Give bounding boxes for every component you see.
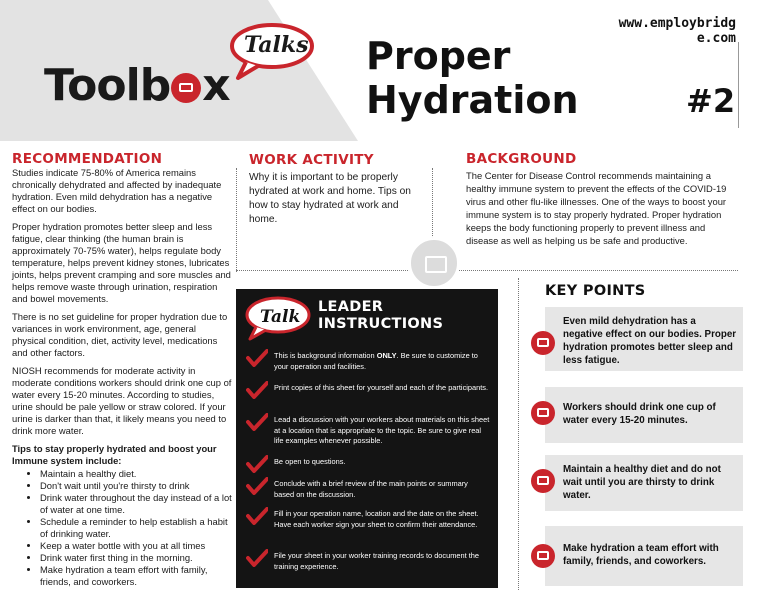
talks-logo-text: Talks: [244, 32, 309, 58]
dotted-divider: [236, 270, 738, 271]
toolbox-logo: Toolb x: [44, 60, 230, 111]
list-item: • Maintain a healthy diet.: [40, 468, 232, 480]
tips-title: Tips to stay properly hydrated and boost your Immune system include:: [12, 443, 217, 466]
key-point-text: Maintain a healthy diet and do not wait until you are thirsty to drink water.: [563, 464, 721, 501]
key-point-card: [545, 455, 743, 511]
recommendation-paragraph: There is no set guideline for proper hydration due to variances in work environment, age, general physical condition, diet, activity level, medications and other factors.: [12, 311, 228, 358]
recommendation-paragraph: NIOSH recommends for moderate activity in moderate conditions workers should drink one cup of water every 15-20 minutes. According to studies, urine should be pale yellow or straw colored. If your urine is darker than that, it likely means you need to drink more water.: [12, 365, 232, 436]
talk-bubble-icon: [242, 295, 312, 339]
checkmark-icon: [246, 507, 268, 525]
tips-list: [12, 468, 232, 588]
list-item: • Schedule a reminder to help establish a habit of drinking water.: [40, 516, 232, 540]
checkmark-icon: [246, 413, 268, 431]
talk-badge-text: Talk: [260, 307, 301, 327]
checkmark-icon: [246, 549, 268, 567]
key-point-text: Make hydration a team effort with family, friends, and coworkers.: [563, 543, 719, 567]
background-section: [466, 153, 738, 247]
background-heading: BACKGROUND: [466, 151, 577, 167]
work-activity-heading: WORK ACTIVITY: [249, 152, 374, 168]
list-item: • Keep a water bottle with you at all times: [40, 540, 232, 552]
checkmark-icon: [246, 477, 268, 495]
recommendation-paragraph: Proper hydration promotes better sleep and less fatigue, clear thinking (the human brain is approximately 70-75% water), helps regulate body temperature, helps prevent kidney stones, lubricates joints, helps prevent cramping and sore muscles and helps remove waste through urination, respiration and bowel movements.: [12, 221, 231, 304]
list-item: • Drink water throughout the day instead of a lot of water at one time.: [40, 492, 232, 516]
work-activity-section: [249, 153, 425, 227]
leader-instructions-panel: Talk LEADER INSTRUCTIONS This is background information ONLY. Be sure to customize to your operation and facilities. Print copies of this sheet for yourself and each of the participants. Lead a discussion with your workers about materials on this sheet at a location that is appropriate to the topic. Be sure to give real life examples whenever possible. Be open to questions. Conclude with a brief review of the main points or summary based on the discussion. Fill in your operation name, location and the date on the sheet. Have each worker sign your sheet to confirm their attendance. File your sheet in your worker training records to document the training experience.: [236, 289, 498, 588]
website-url: www.employbridg e.com: [618, 16, 736, 46]
toolbox-icon: [531, 401, 555, 425]
toolbox-icon: [531, 331, 555, 355]
recommendation-paragraph: Studies indicate 75-80% of America remains chronically dehydrated and affected by inadequate hydration. Even mild dehydration has a negative effect on our bodies.: [12, 167, 222, 214]
work-activity-text: Why it is important to be properly hydrated at work and home. Tips on how to stay hydrated at work and home.: [249, 172, 411, 225]
list-item: • Don't wait until you're thirsty to drink: [40, 480, 232, 492]
key-point-text: Workers should drink one cup of water every 15-20 minutes.: [563, 402, 716, 426]
list-item: • Drink water first thing in the morning.: [40, 552, 232, 564]
dotted-divider: [236, 168, 237, 272]
dotted-divider: [518, 278, 519, 590]
recommendation-heading: RECOMMENDATION: [12, 151, 163, 167]
key-points-heading: KEY POINTS: [545, 283, 646, 299]
list-item: • Make hydration a team effort with family, friends, and coworkers.: [40, 564, 232, 588]
talks-logo-bubble: [228, 22, 316, 78]
key-point-card: [545, 307, 743, 371]
toolbox-icon: [531, 469, 555, 493]
page-title: Proper Hydration: [366, 34, 579, 122]
toolbox-o-icon: [171, 73, 201, 103]
toolbox-icon: [531, 544, 555, 568]
checkmark-icon: [246, 381, 268, 399]
leader-instructions-title: LEADER INSTRUCTIONS: [318, 299, 444, 332]
checkmark-icon: [246, 349, 268, 367]
checkmark-icon: [246, 455, 268, 473]
toolbox-icon: [408, 237, 460, 289]
background-text: The Center for Disease Control recommends maintaining a healthy immune system to prevent the effects of the COVID-19 virus and other flu-like illnesses. One of the ways to boost your immune system is to stay properly hydrated. Proper hydration keeps the body functioning properly to prevent illness and disease as well as helping us be safe and productive.: [466, 170, 727, 246]
key-point-card: [545, 387, 743, 443]
talk-number: #2: [686, 82, 736, 120]
key-point-text: Even mild dehydration has a negative effect on our bodies. Proper hydration promotes better sleep and less fatigue.: [563, 316, 737, 366]
key-point-card: [545, 526, 743, 586]
header-divider: [738, 42, 739, 128]
recommendation-section: [12, 153, 232, 588]
